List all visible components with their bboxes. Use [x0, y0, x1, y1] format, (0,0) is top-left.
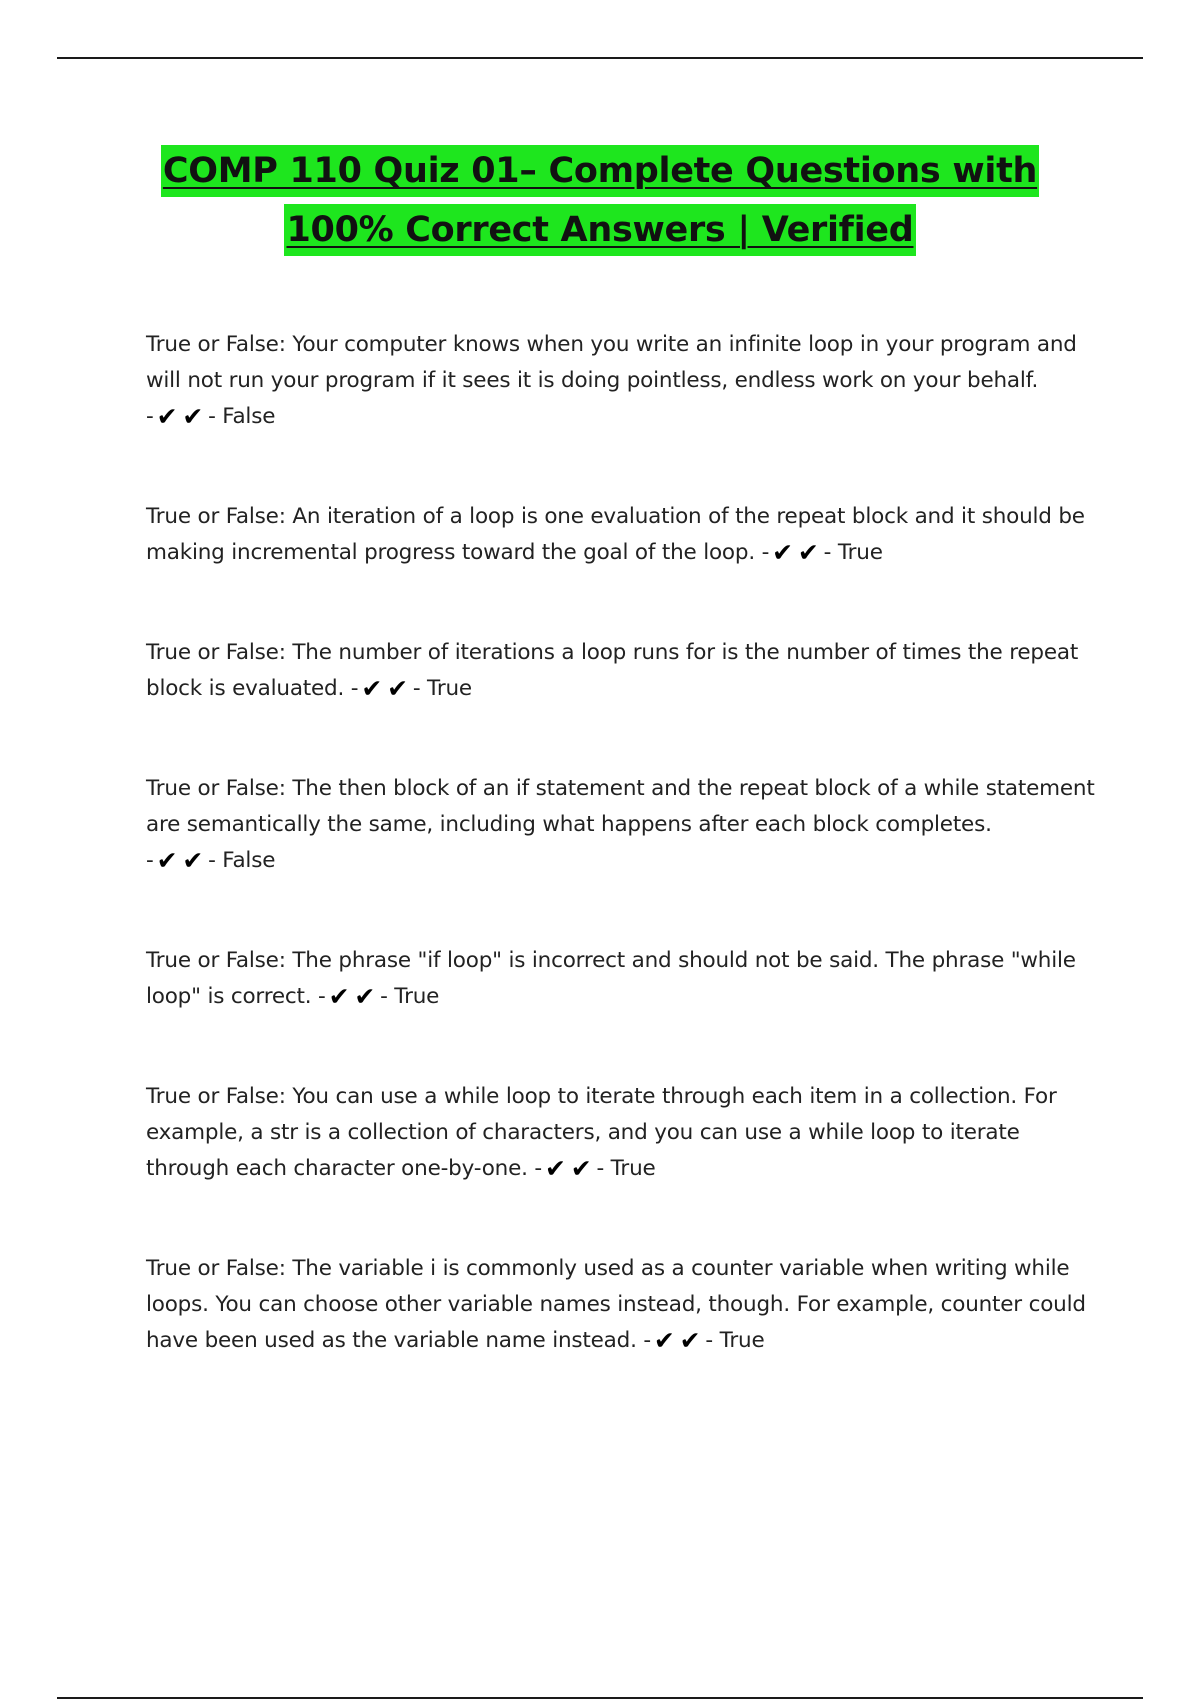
title-line-2: 100% Correct Answers | Verified — [284, 204, 915, 256]
answer-separator: - — [146, 848, 154, 873]
question-text: True or False: An iteration of a loop is one evaluation of the repeat block and it should be making incremental progress toward the goal of the loop. — [146, 504, 1085, 565]
header-rule — [57, 57, 1143, 59]
question-item — [146, 635, 1096, 707]
answer-separator: - — [705, 1328, 713, 1353]
question-item — [146, 1251, 1096, 1359]
question-text: True or False: Your computer knows when you write an infinite loop in your program and will not run your program if it sees it is doing pointless, endless work on your behalf. — [146, 332, 1077, 393]
answer-text: False — [222, 848, 276, 873]
check-icon: ✔ — [354, 982, 376, 1011]
answer-separator: - — [208, 848, 216, 873]
answer-text: True — [610, 1156, 656, 1181]
check-icon: ✔ — [797, 538, 819, 567]
answer-text: True — [719, 1328, 765, 1353]
answer-separator: - — [823, 540, 832, 565]
check-icon: ✔ — [156, 402, 178, 431]
question-item — [146, 499, 1096, 571]
question-text: True or False: The phrase "if loop" is incorrect and should not be said. The phrase "while loop" is correct. — [146, 948, 1076, 1009]
check-icon: ✔ — [387, 674, 408, 703]
check-icon: ✔ — [156, 846, 178, 875]
answer-separator: - — [534, 1156, 542, 1181]
question-list — [146, 327, 1096, 1359]
question-text: True or False: The variable i is commonly used as a counter variable when writing while loops. You can choose other variable names instead, though. For example, counter could have been used as the variable name instead. — [146, 1256, 1086, 1353]
question-text: True or False: The number of iterations a loop runs for is the number of times the repeat block is evaluated. — [146, 640, 1079, 701]
answer-separator: - — [318, 984, 326, 1009]
check-icon: ✔ — [328, 982, 350, 1011]
document-title — [0, 145, 1200, 256]
answer-separator: - — [350, 676, 359, 701]
check-icon: ✔ — [772, 538, 793, 567]
answer-text: True — [427, 676, 472, 701]
check-icon: ✔ — [361, 674, 383, 703]
answer-separator: - — [208, 404, 216, 429]
question-item — [146, 327, 1096, 435]
answer-text: True — [837, 540, 883, 565]
answer-separator: - — [412, 676, 421, 701]
check-icon: ✔ — [544, 1154, 566, 1183]
question-item — [146, 943, 1096, 1015]
footer-rule — [57, 1697, 1143, 1699]
question-text: True or False: You can use a while loop to iterate through each item in a collection. For example, a str is a collection of characters, and you can use a while loop to iterate through each character one-by-one. — [146, 1084, 1057, 1181]
answer-text: True — [394, 984, 440, 1009]
answer-separator: - — [146, 404, 154, 429]
answer-separator: - — [761, 540, 770, 565]
title-line-1: COMP 110 Quiz 01– Complete Questions with — [161, 145, 1039, 197]
question-text: True or False: The then block of an if statement and the repeat block of a while statement are semantically the same, including what happens after each block completes. — [146, 776, 1095, 837]
answer-separator: - — [596, 1156, 605, 1181]
question-item — [146, 1079, 1096, 1187]
check-icon: ✔ — [570, 1154, 592, 1183]
check-icon: ✔ — [679, 1326, 701, 1355]
check-icon: ✔ — [182, 402, 204, 431]
answer-separator: - — [380, 984, 388, 1009]
answer-separator: - — [643, 1328, 651, 1353]
check-icon: ✔ — [182, 846, 204, 875]
answer-text: False — [222, 404, 276, 429]
question-item — [146, 771, 1096, 879]
check-icon: ✔ — [653, 1326, 675, 1355]
